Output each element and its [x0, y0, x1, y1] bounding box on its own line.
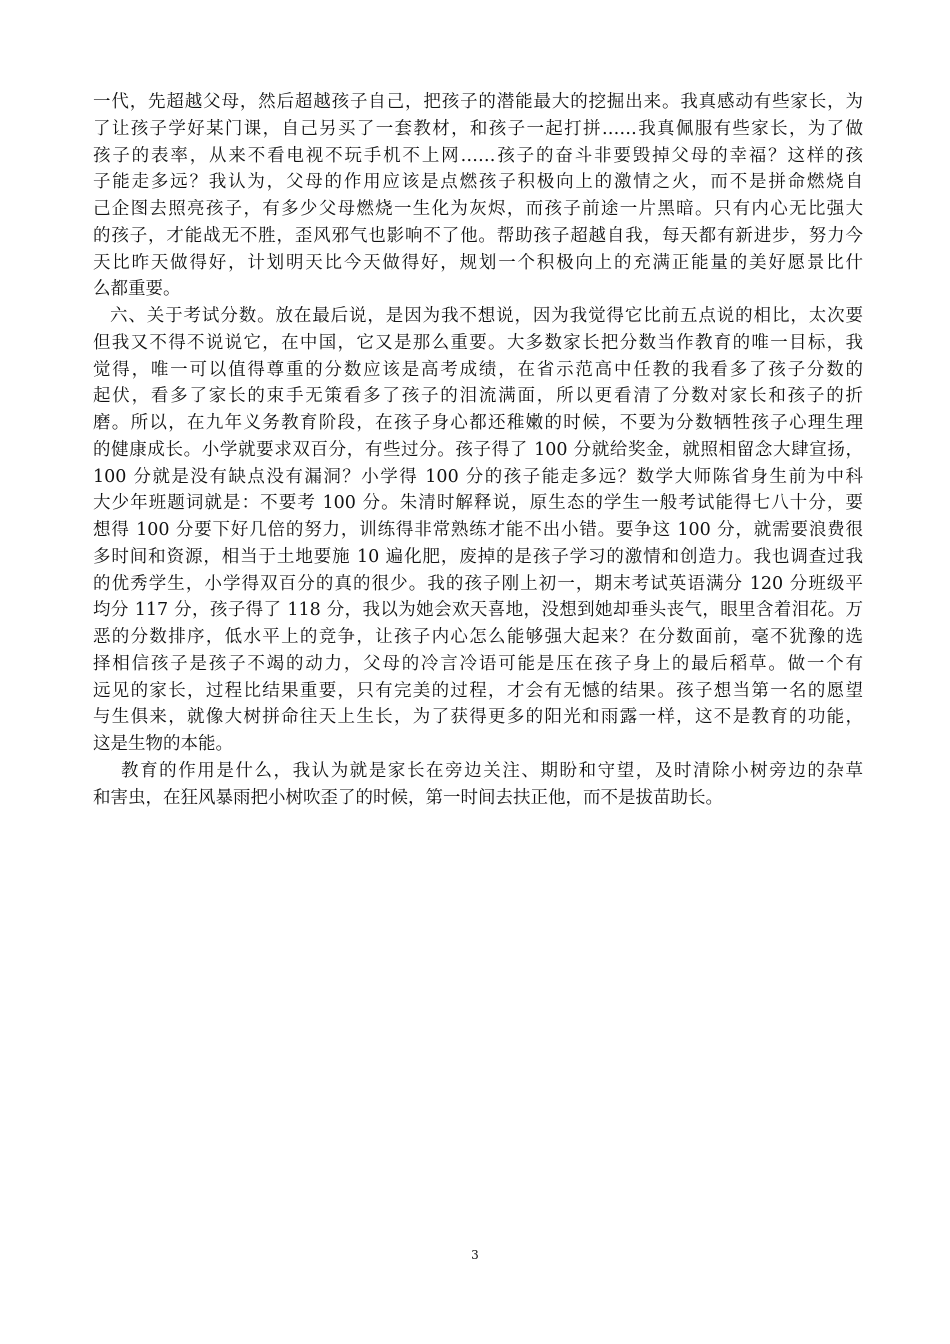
text-line: 教育的作用是什么，我认为就是家长在旁边关注、期盼和守望，及时清除小树旁边的杂草: [121, 760, 863, 781]
text-line: 均分 117 分，孩子得了 118 分，我以为她会欢天喜地，没想到她却垂头丧气，眼里含着泪花。万: [93, 600, 863, 621]
text-line: 恶的分数排序，低水平上的竞争，让孩子内心怎么能够强大起来？在分数面前，毫不犹豫的选: [93, 627, 863, 647]
text-line: 一代，先超越父母，然后超越孩子自己，把孩子的潜能最大的挖掘出来。我真感动有些家长，为: [93, 92, 863, 112]
text-line: 己企图去照亮孩子，有多少父母燃烧一生化为灰烬，而孩子前途一片黑暗。只有内心无比强大: [93, 199, 863, 219]
text-line: 天比昨天做得好，计划明天比今天做得好，规划一个积极向上的充满正能量的美好愿景比什: [93, 252, 863, 273]
text-line: 六、关于考试分数。放在最后说，是因为我不想说，因为我觉得它比前五点说的相比，太次要: [110, 306, 863, 326]
text-line: 100 分就是没有缺点没有漏洞？小学得 100 分的孩子能走多远？数学大师陈省身生前为中科: [93, 466, 863, 487]
text-line: 么都重要。: [93, 279, 181, 300]
text-line: 想得 100 分要下好几倍的努力，训练得非常熟练才能不出小错。要争这 100 分，就需要浪费很: [93, 520, 863, 540]
text-line: 这是生物的本能。: [93, 734, 233, 754]
text-line: 子能走多远？我认为，父母的作用应该是点燃孩子积极向上的激情之火，而不是拼命燃烧自: [93, 172, 863, 193]
text-line: 的健康成长。小学就要求双百分，有些过分。孩子得了 100 分就给奖金，就照相留念大肆宣扬，: [93, 439, 863, 460]
text-line: 磨。所以，在九年义务教育阶段，在孩子身心都还稚嫩的时候，不要为分数牺牲孩子心理生理: [93, 413, 863, 433]
text-line: 起伏，看多了家长的束手无策看多了孩子的泪流满面，所以更看清了分数对家长和孩子的折: [93, 386, 863, 407]
text-line: 多时间和资源，相当于土地要施 10 遍化肥，废掉的是孩子学习的激情和创造力。我也调查过我: [93, 546, 863, 567]
text-line: 了让孩子学好某门课，自己另买了一套教材，和孩子一起打拼……我真佩服有些家长，为了做: [93, 118, 863, 139]
text-line: 择相信孩子是孩子不竭的动力，父母的冷言冷语可能是压在孩子身上的最后稻草。做一个有: [93, 653, 863, 674]
text-line: 和害虫，在狂风暴雨把小树吹歪了的时候，第一时间去扶正他，而不是拔苗助长。: [93, 787, 723, 808]
text-line: 的优秀学生，小学得双百分的真的很少。我的孩子刚上初一，期末考试英语满分 120 分班级平: [93, 573, 863, 594]
text-line: 的孩子，才能战无不胜，歪风邪气也影响不了他。帮助孩子超越自我，每天都有新进步，努力今: [93, 225, 863, 246]
text-line: 与生俱来，就像大树拼命往天上生长，为了获得更多的阳光和雨露一样，这不是教育的功能，: [93, 707, 863, 728]
document-body: [93, 89, 863, 811]
page-number: 3: [471, 1248, 479, 1262]
text-line: 觉得，唯一可以值得尊重的分数应该是高考成绩，在省示范高中任教的我看多了孩子分数的: [93, 359, 863, 380]
text-line: 远见的家长，过程比结果重要，只有完美的过程，才会有无憾的结果。孩子想当第一名的愿望: [93, 680, 863, 701]
text-line: 大少年班题词就是：不要考 100 分。朱清时解释说，原生态的学生一般考试能得七八十分，要: [93, 493, 863, 514]
text-line: 孩子的表率，从来不看电视不玩手机不上网……孩子的奋斗非要毁掉父母的幸福？这样的孩: [93, 145, 863, 166]
text-line: 但我又不得不说说它，在中国，它又是那么重要。大多数家长把分数当作教育的唯一目标，我: [93, 332, 863, 353]
